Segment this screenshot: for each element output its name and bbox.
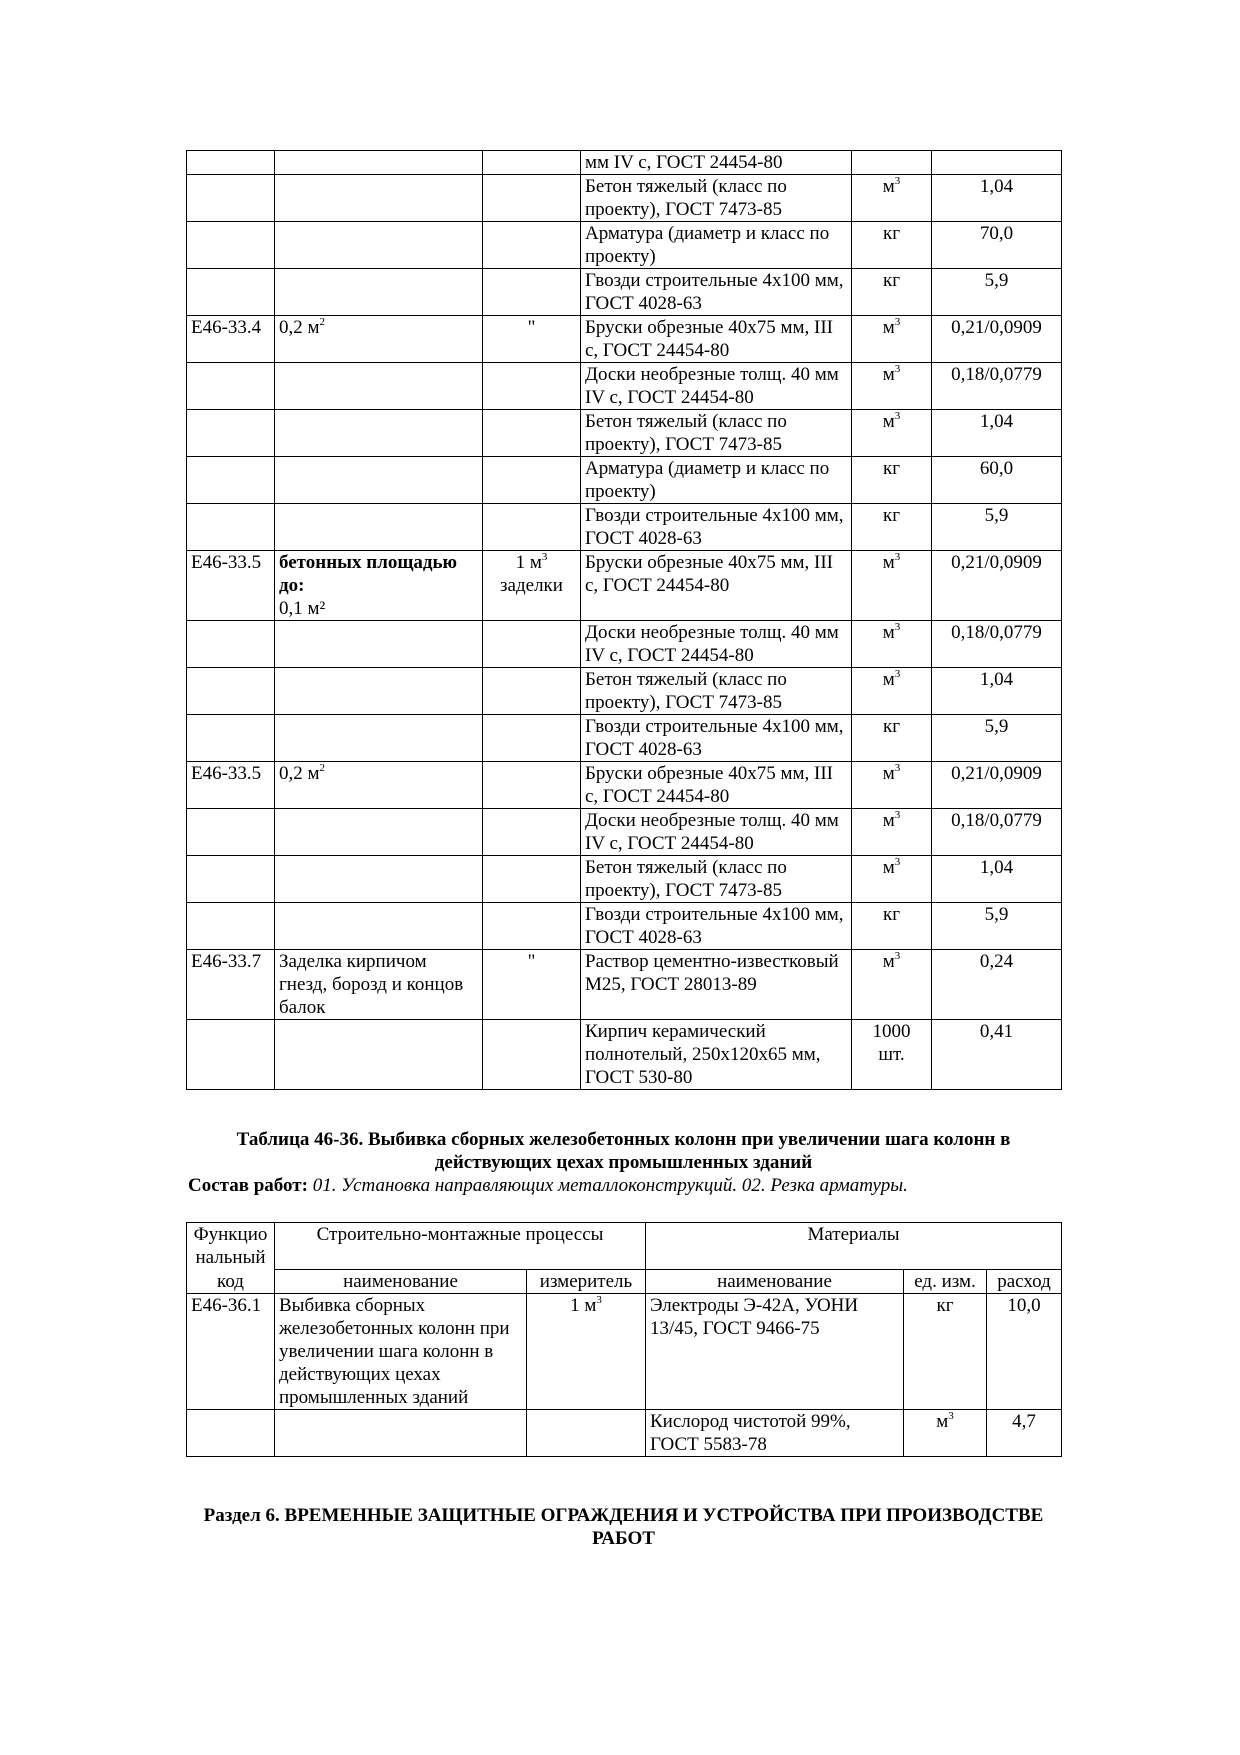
measure-text: 1000 xyxy=(872,1021,911,1042)
cell-unit xyxy=(483,222,581,269)
cell-name xyxy=(275,222,483,269)
cell-rate: 0,24 xyxy=(932,950,1062,1020)
cell-material: Доски необрезные толщ. 40 мм IV с, ГОСТ 24454-80 xyxy=(581,363,852,410)
cell-code: Е46-36.1 xyxy=(187,1294,275,1410)
cell-measure xyxy=(852,668,932,715)
cell-name xyxy=(275,1410,527,1457)
cell-code xyxy=(187,903,275,950)
cell-measure xyxy=(852,151,932,175)
cell-material: Бруски обрезные 40х75 мм, III с, ГОСТ 24454-80 xyxy=(581,316,852,363)
cell-code xyxy=(187,621,275,668)
cell-code xyxy=(187,222,275,269)
cell-material: Бетон тяжелый (класс по проекту), ГОСТ 7473-85 xyxy=(581,856,852,903)
cell-code xyxy=(187,457,275,504)
measure-text: м xyxy=(936,1411,949,1432)
cell-code: Е46-33.5 xyxy=(187,551,275,621)
meter-text: 1 м xyxy=(570,1295,597,1316)
cell-unit xyxy=(483,410,581,457)
cell-rate: 10,0 xyxy=(987,1294,1062,1410)
cell-measure xyxy=(852,269,932,316)
work-composition-label: Состав работ: xyxy=(188,1175,308,1196)
table-row xyxy=(187,504,1062,551)
cell-measure xyxy=(852,410,932,457)
cell-rate: 5,9 xyxy=(932,903,1062,950)
unit-text: " xyxy=(527,951,536,972)
measure-text: м xyxy=(882,364,895,385)
cell-rate: 0,21/0,0909 xyxy=(932,762,1062,809)
meter-text-sup: 3 xyxy=(596,1294,602,1306)
measure-text-sup: 3 xyxy=(894,410,901,422)
header-func-text: Функцио нальный xyxy=(193,1224,268,1268)
table-row xyxy=(187,363,1062,410)
cell-code xyxy=(187,269,275,316)
cell-rate: 1,04 xyxy=(932,668,1062,715)
cell-name xyxy=(275,410,483,457)
table-row xyxy=(187,809,1062,856)
cell-material: Доски необрезные толщ. 40 мм IV с, ГОСТ 24454-80 xyxy=(581,621,852,668)
unit-text: 1 м xyxy=(515,552,542,573)
measure-text: кг xyxy=(882,223,901,244)
work-composition-text: 01. Установка направляющих металлоконструкций. 02. Резка арматуры. xyxy=(312,1175,908,1196)
cell-name xyxy=(275,950,483,1020)
section-title: Раздел 6. ВРЕМЕННЫЕ ЗАЩИТНЫЕ ОГРАЖДЕНИЯ И УСТРОЙСТВА ПРИ ПРОИЗВОДСТВЕ РАБОТ xyxy=(203,1505,1044,1549)
measure-text: кг xyxy=(882,904,901,925)
cell-material: Электроды Э-42А, УОНИ 13/45, ГОСТ 9466-75 xyxy=(646,1294,904,1410)
cell-unit xyxy=(483,762,581,809)
header-mat-name: наименование xyxy=(646,1270,904,1294)
cell-code: Е46-33.5 xyxy=(187,762,275,809)
table-row xyxy=(187,269,1062,316)
measure-text: м xyxy=(882,810,895,831)
cell-material: Арматура (диаметр и класс по проекту) xyxy=(581,222,852,269)
cell-material: Кислород чистотой 99%, ГОСТ 5583-78 xyxy=(646,1410,904,1457)
cell-name xyxy=(275,809,483,856)
measure-text-sup: 3 xyxy=(894,762,901,774)
unit-extra: заделки xyxy=(500,575,563,596)
cell-name xyxy=(275,504,483,551)
cell-measure xyxy=(852,504,932,551)
cell-rate: 60,0 xyxy=(932,457,1062,504)
measure-text: кг xyxy=(882,458,901,479)
cell-name xyxy=(275,551,483,621)
cell-material: Арматура (диаметр и класс по проекту) xyxy=(581,457,852,504)
cell-material: Гвозди строительные 4х100 мм, ГОСТ 4028-63 xyxy=(581,715,852,762)
cell-measure xyxy=(852,316,932,363)
table-row xyxy=(187,175,1062,222)
cell-rate: 0,18/0,0779 xyxy=(932,621,1062,668)
cell-unit xyxy=(483,1020,581,1090)
header-name: наименование xyxy=(275,1270,527,1294)
cell-name xyxy=(275,903,483,950)
cell-unit xyxy=(483,269,581,316)
measure-text: м xyxy=(882,411,895,432)
cell-code: Е46-33.4 xyxy=(187,316,275,363)
cell-code xyxy=(187,715,275,762)
name-sup: 2 xyxy=(319,762,326,774)
measure-text-sup: 3 xyxy=(894,856,901,868)
measure-text-sup: 3 xyxy=(894,175,901,187)
cell-unit xyxy=(483,175,581,222)
table-46-36-title: Таблица 46-36. Выбивка сборных железобетонных колонн при увеличении шага колонн в действующих цехах промышленных зданий xyxy=(236,1129,1011,1173)
cell-name xyxy=(275,151,483,175)
unit-text: " xyxy=(527,317,536,338)
cell-name xyxy=(275,269,483,316)
table-row xyxy=(187,715,1062,762)
name-text: Заделка кирпичом гнезд, борозд и концов балок xyxy=(279,951,464,1018)
table-row xyxy=(187,621,1062,668)
table-row xyxy=(187,856,1062,903)
measure-extra: шт. xyxy=(878,1044,905,1065)
cell-rate: 0,21/0,0909 xyxy=(932,316,1062,363)
table-row xyxy=(187,1410,1062,1457)
measure-text-sup: 3 xyxy=(894,316,901,328)
cell-measure xyxy=(852,903,932,950)
work-composition xyxy=(188,1174,1063,1197)
cell-meter xyxy=(527,1410,646,1457)
cell-code xyxy=(187,504,275,551)
cell-code xyxy=(187,856,275,903)
cell-measure xyxy=(852,175,932,222)
header-unit: ед. изм. xyxy=(904,1270,987,1294)
cell-rate: 1,04 xyxy=(932,175,1062,222)
measure-text: кг xyxy=(882,505,901,526)
cell-measure xyxy=(852,856,932,903)
cell-name xyxy=(275,175,483,222)
cell-rate: 0,18/0,0779 xyxy=(932,809,1062,856)
table-row xyxy=(187,457,1062,504)
cell-name: Выбивка сборных железобетонных колонн при увеличении шага колонн в действующих цехах промышленных зданий xyxy=(275,1294,527,1410)
cell-rate: 0,18/0,0779 xyxy=(932,363,1062,410)
cell-name xyxy=(275,621,483,668)
name-sup: 2 xyxy=(319,316,326,328)
cell-measure xyxy=(852,457,932,504)
cell-rate: 5,9 xyxy=(932,715,1062,762)
cell-rate: 4,7 xyxy=(987,1410,1062,1457)
cell-code xyxy=(187,668,275,715)
measure-text: м xyxy=(882,857,895,878)
cell-unit xyxy=(483,903,581,950)
norms-table-continued xyxy=(186,150,1062,1090)
cell-unit xyxy=(483,457,581,504)
header-meter: измеритель xyxy=(527,1270,646,1294)
cell-measure xyxy=(852,715,932,762)
cell-name xyxy=(275,457,483,504)
table-46-36 xyxy=(186,1222,1062,1457)
cell-material: Бетон тяжелый (класс по проекту), ГОСТ 7473-85 xyxy=(581,668,852,715)
cell-rate: 5,9 xyxy=(932,269,1062,316)
measure-text: м xyxy=(882,669,895,690)
cell-code xyxy=(187,809,275,856)
cell-name xyxy=(275,762,483,809)
cell-rate: 0,21/0,0909 xyxy=(932,551,1062,621)
cell-measure xyxy=(852,222,932,269)
cell-measure xyxy=(852,621,932,668)
header-materials-text: Материалы xyxy=(807,1224,900,1245)
cell-name xyxy=(275,363,483,410)
table-row xyxy=(187,762,1062,809)
cell-name xyxy=(275,316,483,363)
table-row xyxy=(187,950,1062,1020)
name-text: 0,2 м xyxy=(279,317,320,338)
cell-name xyxy=(275,715,483,762)
measure-text-sup: 3 xyxy=(894,668,901,680)
cell-code xyxy=(187,151,275,175)
cell-unit xyxy=(483,504,581,551)
unit-text-sup: 3 xyxy=(541,551,548,563)
table-row xyxy=(187,1020,1062,1090)
cell-unit xyxy=(483,621,581,668)
cell-code xyxy=(187,410,275,457)
cell-unit xyxy=(483,668,581,715)
cell-unit xyxy=(483,551,581,621)
table-row xyxy=(187,668,1062,715)
cell-code xyxy=(187,175,275,222)
cell-measure xyxy=(852,809,932,856)
measure-text-sup: 3 xyxy=(894,551,901,563)
cell-material: мм IV с, ГОСТ 24454-80 xyxy=(581,151,852,175)
cell-rate: 1,04 xyxy=(932,410,1062,457)
table-row xyxy=(187,551,1062,621)
cell-unit xyxy=(483,809,581,856)
cell-meter xyxy=(527,1294,646,1410)
cell-name xyxy=(275,856,483,903)
header-processes xyxy=(275,1223,646,1270)
cell-measure xyxy=(852,1020,932,1090)
name-extra: 0,1 м² xyxy=(279,598,326,619)
cell-unit xyxy=(483,363,581,410)
cell-rate: 70,0 xyxy=(932,222,1062,269)
cell-unit xyxy=(483,151,581,175)
cell-material: Гвозди строительные 4х100 мм, ГОСТ 4028-63 xyxy=(581,903,852,950)
cell-rate xyxy=(932,151,1062,175)
cell-code xyxy=(187,363,275,410)
cell-code xyxy=(187,1410,275,1457)
measure-text-sup: 3 xyxy=(894,363,901,375)
cell-measure xyxy=(852,950,932,1020)
cell-unit xyxy=(483,316,581,363)
cell-unit xyxy=(483,950,581,1020)
measure-text-sup: 3 xyxy=(894,950,901,962)
table-row xyxy=(187,316,1062,363)
cell-code xyxy=(187,1020,275,1090)
cell-measure xyxy=(852,363,932,410)
header-rate: расход xyxy=(987,1270,1062,1294)
cell-material: Гвозди строительные 4х100 мм, ГОСТ 4028-63 xyxy=(581,269,852,316)
measure-text: м xyxy=(882,763,895,784)
cell-rate: 1,04 xyxy=(932,856,1062,903)
name-text: 0,2 м xyxy=(279,763,320,784)
measure-text: м xyxy=(882,317,895,338)
measure-text: м xyxy=(882,176,895,197)
cell-name xyxy=(275,1020,483,1090)
measure-text: м xyxy=(882,951,895,972)
header-processes-text: Строительно-монтажные процессы xyxy=(316,1224,604,1245)
table-row xyxy=(187,151,1062,175)
cell-unit xyxy=(483,715,581,762)
cell-measure xyxy=(904,1294,987,1410)
table-row xyxy=(187,903,1062,950)
header-func-code: код xyxy=(187,1270,275,1294)
name-text: бетонных площадью до: xyxy=(279,552,458,596)
table-row xyxy=(187,222,1062,269)
cell-material: Бруски обрезные 40х75 мм, III с, ГОСТ 24454-80 xyxy=(581,551,852,621)
header-func xyxy=(187,1223,275,1270)
table-row xyxy=(187,1294,1062,1410)
cell-measure xyxy=(852,762,932,809)
cell-material: Гвозди строительные 4х100 мм, ГОСТ 4028-63 xyxy=(581,504,852,551)
cell-unit xyxy=(483,856,581,903)
cell-material: Бетон тяжелый (класс по проекту), ГОСТ 7473-85 xyxy=(581,175,852,222)
cell-name xyxy=(275,668,483,715)
measure-text: кг xyxy=(882,716,901,737)
measure-text-sup: 3 xyxy=(894,809,901,821)
table-row xyxy=(187,410,1062,457)
cell-rate: 5,9 xyxy=(932,504,1062,551)
cell-measure xyxy=(852,551,932,621)
cell-material: Кирпич керамический полнотелый, 250х120х65 мм, ГОСТ 530-80 xyxy=(581,1020,852,1090)
measure-text: м xyxy=(882,552,895,573)
header-materials xyxy=(646,1223,1062,1270)
cell-rate: 0,41 xyxy=(932,1020,1062,1090)
measure-text: кг xyxy=(936,1295,954,1316)
measure-text: м xyxy=(882,622,895,643)
measure-text-sup: 3 xyxy=(948,1410,954,1422)
cell-code: Е46-33.7 xyxy=(187,950,275,1020)
cell-material: Бетон тяжелый (класс по проекту), ГОСТ 7473-85 xyxy=(581,410,852,457)
cell-material: Раствор цементно-известковый М25, ГОСТ 28013-89 xyxy=(581,950,852,1020)
cell-material: Бруски обрезные 40х75 мм, III с, ГОСТ 24454-80 xyxy=(581,762,852,809)
cell-material: Доски необрезные толщ. 40 мм IV с, ГОСТ 24454-80 xyxy=(581,809,852,856)
measure-text: кг xyxy=(882,270,901,291)
cell-measure xyxy=(904,1410,987,1457)
measure-text-sup: 3 xyxy=(894,621,901,633)
